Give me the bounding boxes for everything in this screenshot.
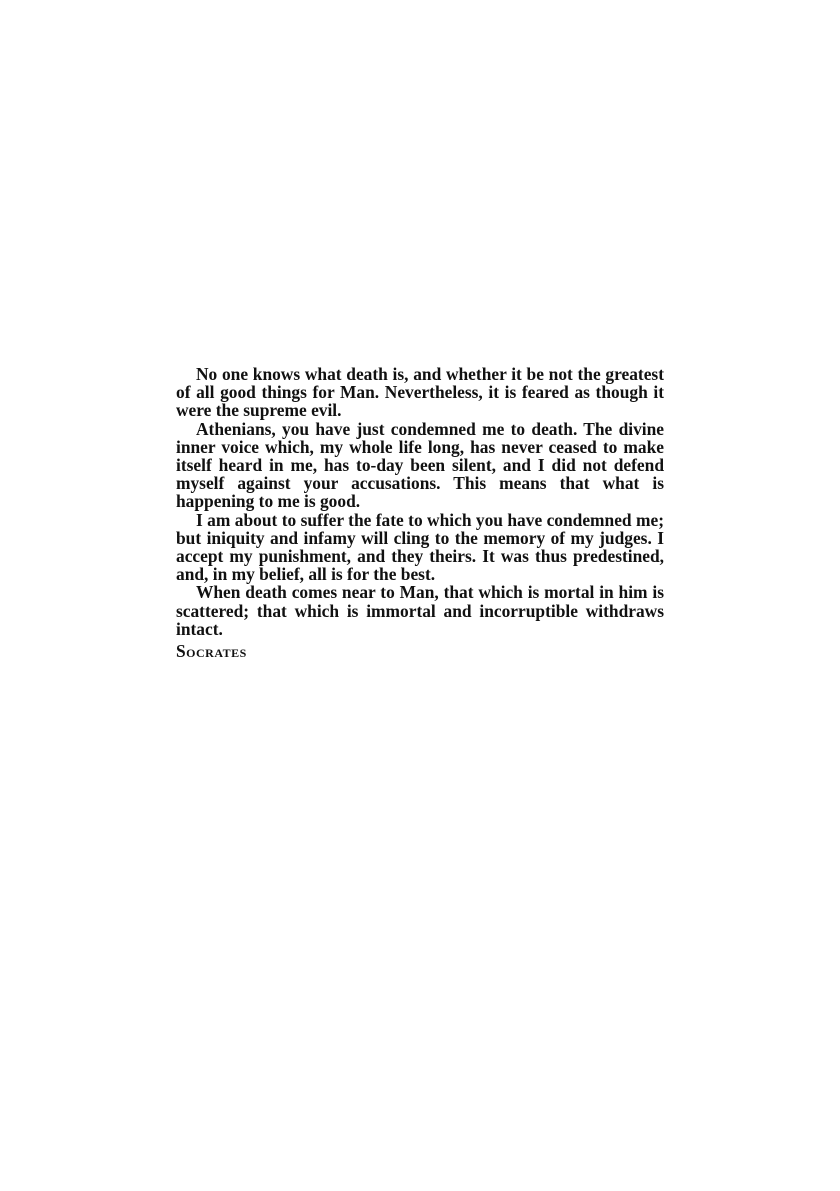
- epigraph-paragraph-3: I am about to suffer the fate to which you have condemned me; but iniquity and infamy will cling to the memory of my judges. I accept my punishment, and they theirs. It was thus predestined, and, in my belief, all is for the best.: [176, 509, 664, 585]
- epigraph-paragraph-1: No one knows what death is, and whether it be not the greatest of all good things for Man. Nevertheless, it is feared as though it were the supreme evil.: [176, 364, 664, 421]
- epigraph-paragraph-4: When death comes near to Man, that which is mortal in him is scattered; that which is immortal and incorruptible withdraws intact.: [176, 582, 664, 639]
- epigraph-block: [176, 365, 664, 660]
- attribution-signature: Socrates: [176, 641, 247, 662]
- epigraph-paragraph-2: Athenians, you have just condemned me to death. The divine inner voice which, my whole life long, has never ceased to make itself heard in me, has to-day been silent, and I did not defend myself against your accusations. This means that what is happening to me is good.: [176, 418, 664, 512]
